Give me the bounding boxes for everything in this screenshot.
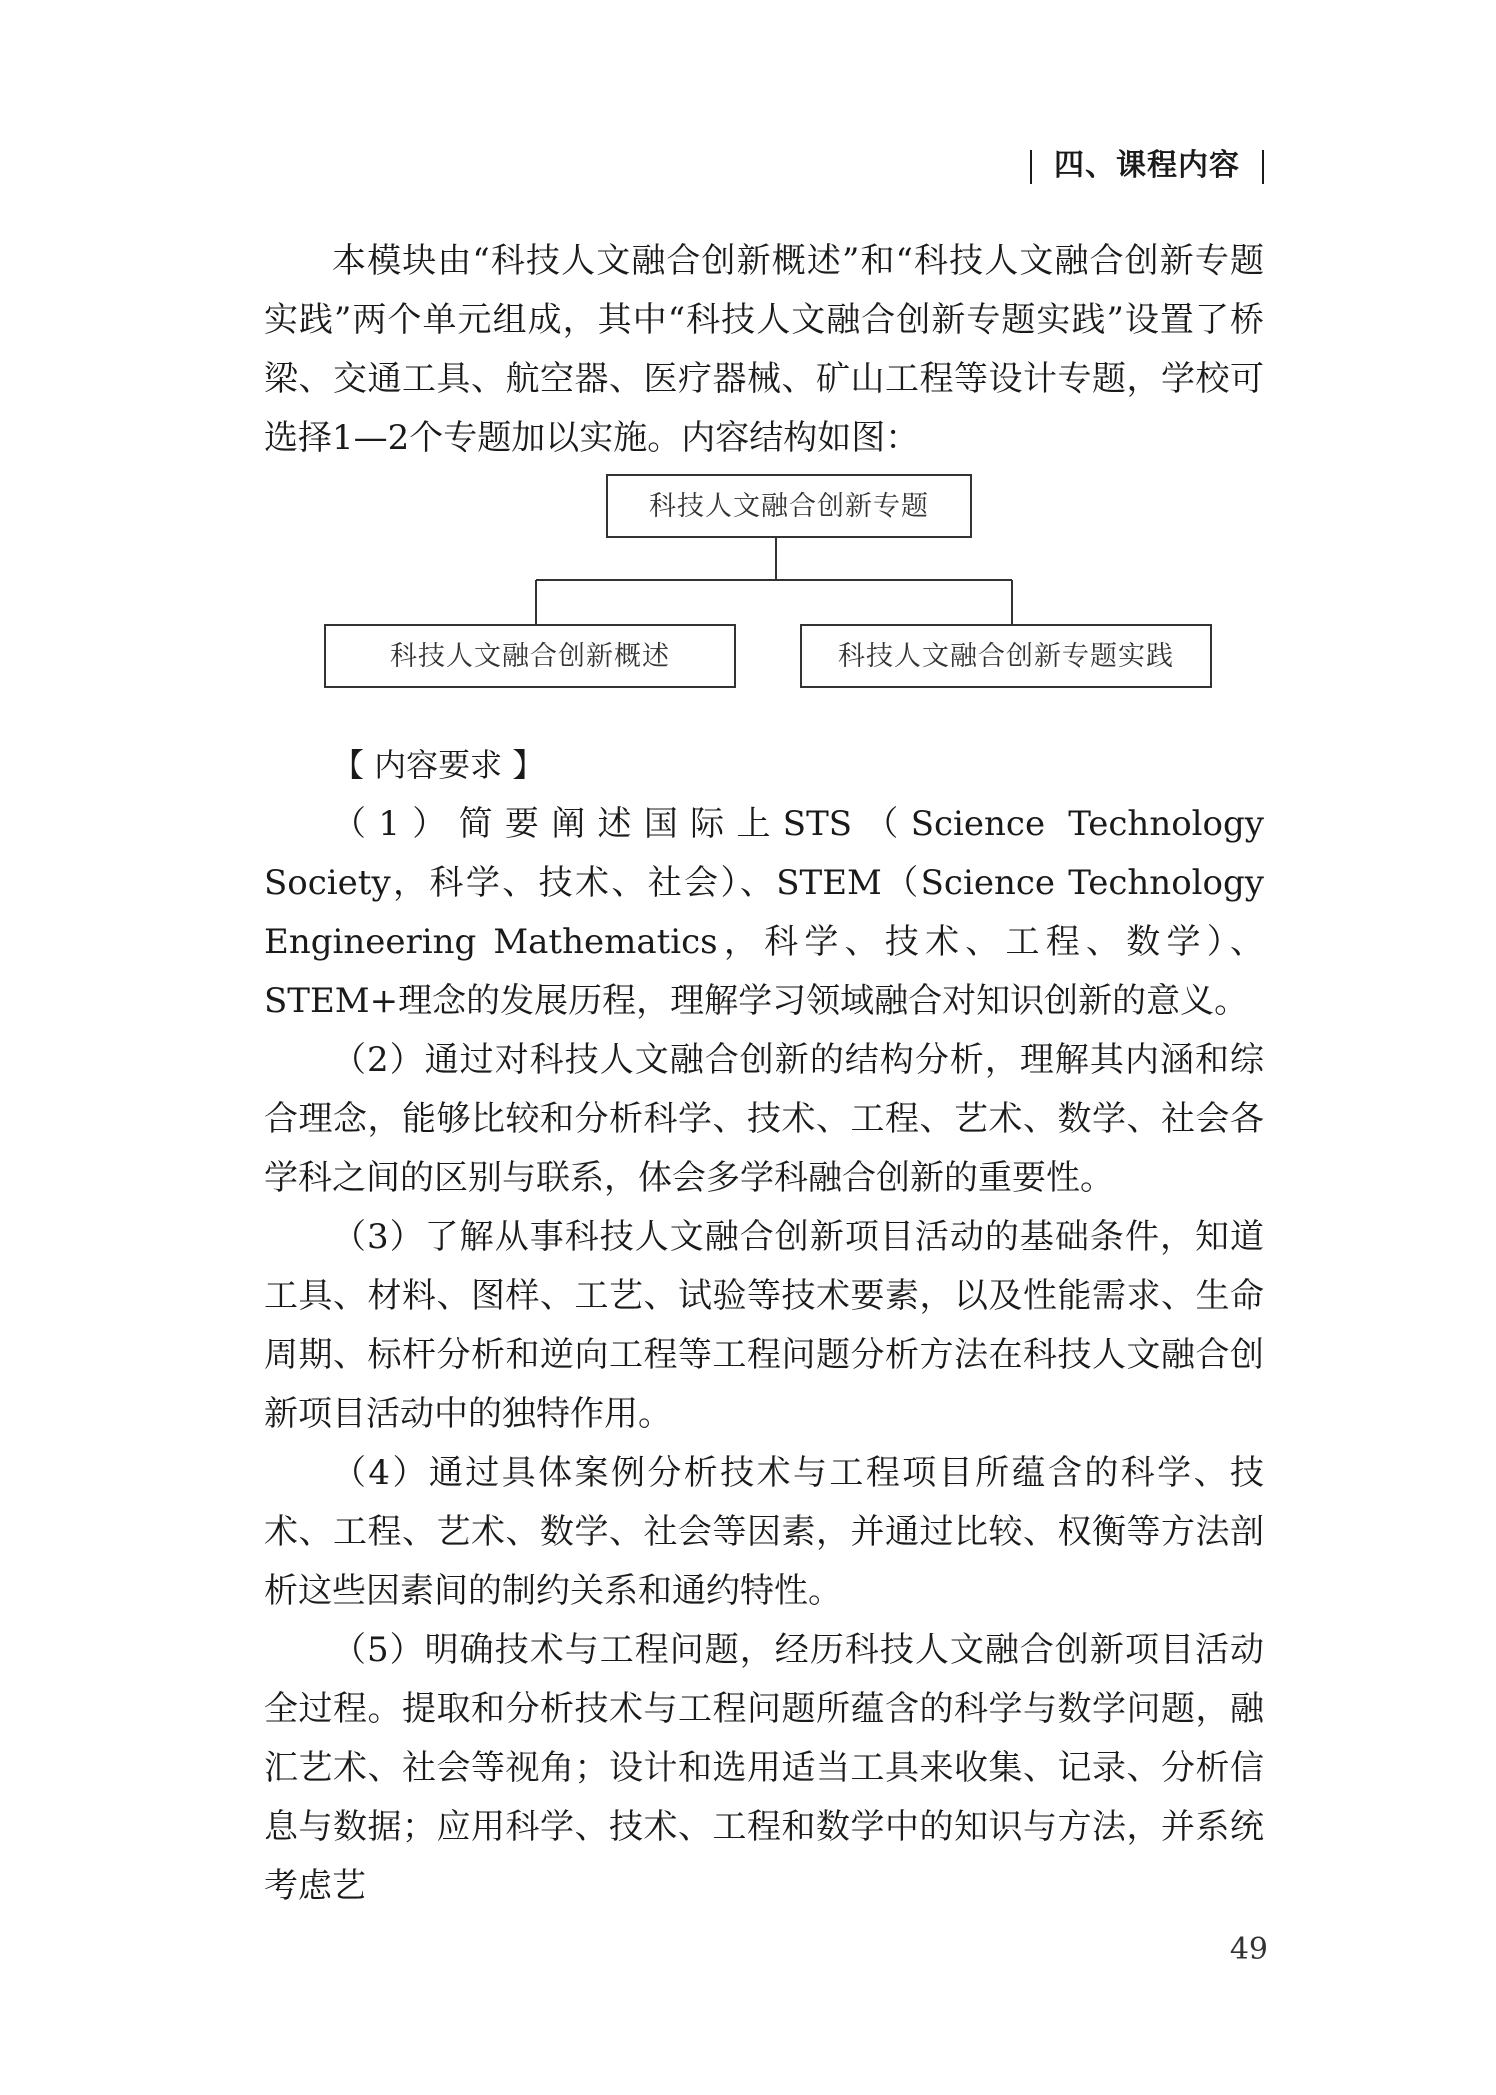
structure-diagram — [264, 474, 1264, 736]
page-content — [264, 232, 1264, 1916]
diagram-child-node-overview: 科技人文融合创新概述 — [324, 624, 736, 688]
requirement-item: （1）简要阐述国际上STS（Science Technology Society，科学、技术、社会）、STEM（Science Technology Engineering Mathematics，科学、技术、工程、数学）、STEM+理念的发展历程，理解学习领域融合对知识创新的意义。 — [264, 804, 1264, 1021]
page-number: 49 — [1229, 1932, 1268, 1967]
header-right-rule — [1262, 150, 1264, 184]
requirement-item: （4）通过具体案例分析技术与工程项目所蕴含的科学、技术、工程、艺术、数学、社会等因素，并通过比较、权衡等方法剖析这些因素间的制约关系和通约特性。 — [264, 1453, 1264, 1611]
requirement-item: （5）明确技术与工程问题，经历科技人文融合创新项目活动全过程。提取和分析技术与工程问题所蕴含的科学与数学问题，融汇艺术、社会等视角；设计和选用适当工具来收集、记录、分析信息与数据；应用科学、技术、工程和数学中的知识与方法，并系统考虑艺 — [264, 1630, 1264, 1906]
intro-paragraph: 本模块由“科技人文融合创新概述”和“科技人文融合创新专题实践”两个单元组成，其中“科技人文融合创新专题实践”设置了桥梁、交通工具、航空器、医疗器械、矿山工程等设计专题，学校可选择1—2个专题加以实施。内容结构如图： — [264, 241, 1264, 458]
header-left-rule — [1030, 150, 1032, 184]
diagram-child-node-practice: 科技人文融合创新专题实践 — [800, 624, 1212, 688]
header-title: 四、课程内容 — [1054, 148, 1240, 183]
section-heading: 【 内容要求 】 — [332, 746, 545, 784]
requirement-item: （3）了解从事科技人文融合创新项目活动的基础条件，知道工具、材料、图样、工艺、试验等技术要素，以及性能需求、生命周期、标杆分析和逆向工程等工程问题分析方法在科技人文融合创新项目活动中的独特作用。 — [264, 1217, 1264, 1434]
diagram-root-node: 科技人文融合创新专题 — [606, 474, 972, 538]
running-header — [1008, 140, 1286, 184]
requirement-item: （2）通过对科技人文融合创新的结构分析，理解其内涵和综合理念，能够比较和分析科学、技术、工程、艺术、数学、社会各学科之间的区别与联系，体会多学科融合创新的重要性。 — [264, 1040, 1264, 1198]
